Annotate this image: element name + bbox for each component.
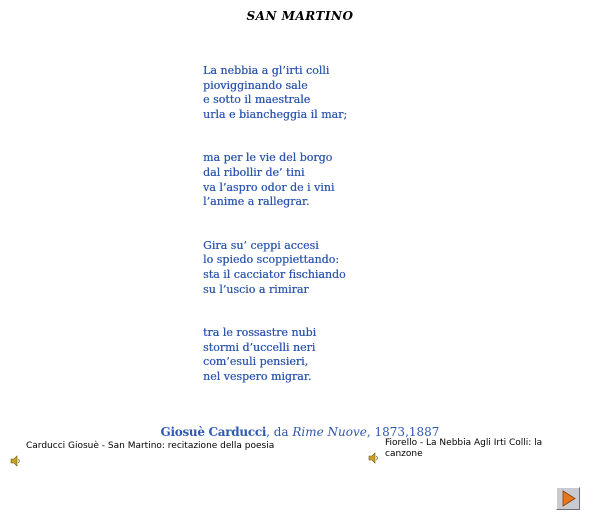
next-page-button[interactable]: [556, 487, 580, 510]
stanza-4: [203, 326, 403, 384]
poem-line: e sotto il maestrale: [203, 93, 311, 107]
poem-line: lo spiedo scoppiettando:: [203, 253, 339, 267]
poem-title: SAN MARTINO: [246, 9, 354, 23]
credit-separator: , da: [266, 425, 293, 439]
poem-line: com’esuli pensieri,: [203, 355, 309, 369]
poem-line: stormi d’uccelli neri: [203, 340, 316, 354]
work-title: Rime Nuove: [292, 425, 367, 439]
audio-song-link[interactable]: [368, 438, 578, 468]
poem-line: urla e biancheggia il mar;: [203, 107, 348, 121]
poem-line: l’anime a rallegrar.: [203, 195, 310, 209]
poem-line: su l’uscio a rimirar: [203, 282, 309, 296]
stanza-3: [203, 239, 403, 297]
poem-line: sta il cacciator fischiando: [203, 267, 346, 281]
stanza-2: [203, 151, 403, 209]
credit-separator: ,: [366, 425, 375, 439]
audio-recitation-label[interactable]: Carducci Giosuè - San Martino: recitazione della poesia: [26, 441, 275, 451]
audio-recitation-link[interactable]: [10, 441, 280, 471]
poem-body: [203, 64, 403, 414]
poem-line: Gira su’ ceppi accesi: [203, 238, 319, 252]
poem-line: tra le rossastre nubi: [203, 326, 317, 340]
speaker-icon[interactable]: [368, 452, 380, 464]
next-arrow-icon[interactable]: [560, 490, 577, 507]
poem-line: nel vespero migrar.: [203, 369, 312, 383]
author-name: Giosuè Carducci: [160, 425, 267, 439]
poem-line: ma per le vie del borgo: [203, 151, 333, 165]
poem-line: piovigginando sale: [203, 78, 308, 92]
publication-years: 1873,1887: [374, 425, 440, 439]
poem-credit: [0, 425, 600, 439]
stanza-1: [203, 64, 403, 122]
poem-line: La nebbia a gl’irti colli: [203, 64, 330, 77]
audio-song-label[interactable]: Fiorello - La Nebbia Agli Irti Colli: la canzone: [385, 438, 543, 459]
poem-line: dal ribollir de’ tini: [203, 165, 305, 179]
poem-line: va l’aspro odor de i vini: [203, 180, 335, 194]
speaker-icon[interactable]: [10, 455, 22, 467]
